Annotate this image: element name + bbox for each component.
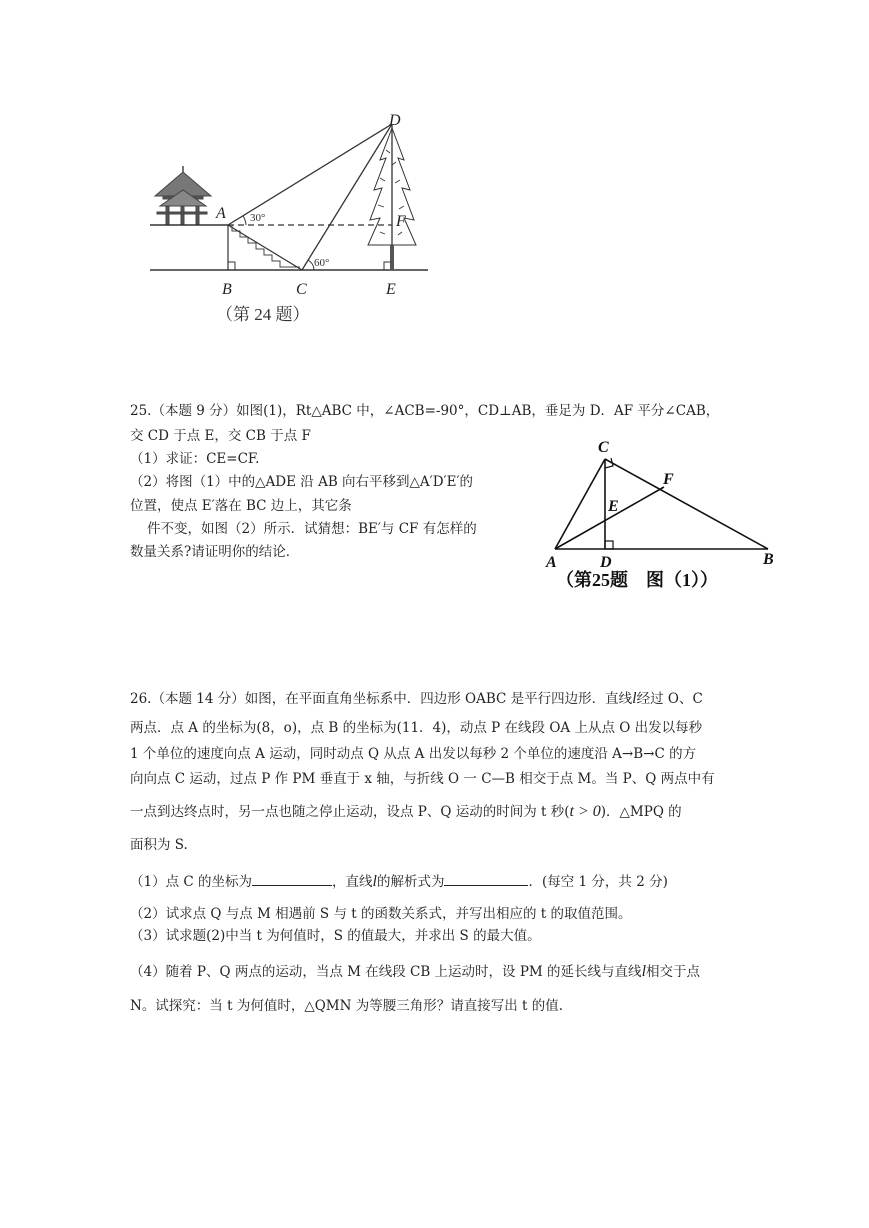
label-a: A (216, 205, 226, 222)
q26-line4: 向向点 C 运动，过点 P 作 PM 垂直于 x 轴，与折线 O 一 C—B 相交于点 M。当 P、Q 两点中有 (130, 771, 715, 787)
q26-sub1-a: （1）点 C 的坐标为 (130, 874, 253, 890)
q25-part1: （1）求证：CE=CF. (130, 451, 260, 467)
line-l-symbol-2: l (372, 873, 377, 890)
figure-24-caption: （第 24 题） (216, 305, 310, 324)
q26-sub4-line2: N。试探究：当 t 为何值时，△QMN 为等腰三角形？请直接写出 t 的值. (130, 998, 563, 1014)
q26-line5-b: )．△MPQ 的 (600, 804, 682, 820)
q26-line1-a: 26.（本题 14 分）如图，在平面直角坐标系中．四边形 OABC 是平行四边形．直线 (130, 691, 633, 707)
q26-line2: 两点．点 A 的坐标为(8，o)，点 B 的坐标为(11．4)，动点 P 在线段 OA 上从点 O 出发以每秒 (130, 720, 703, 736)
q26-line1 (130, 689, 703, 709)
q26-line5 (130, 802, 682, 822)
fig25-label-e: E (608, 498, 619, 515)
label-b: B (222, 281, 232, 298)
line-l-symbol-3: l (641, 963, 647, 980)
q26-sub4-b: 相交于点 (646, 964, 701, 980)
q26-line6: 面积为 S. (130, 837, 188, 853)
q26-sub1-b: ，直线 (332, 874, 373, 890)
q26-sub3: （3）试求题(2)中当 t 为何值时，S 的值最大，并求出 S 的最大值。 (130, 928, 541, 944)
figure-25-caption: （第25题 图（1）） (556, 570, 718, 590)
q26-sub4-a: （4）随着 P、Q 两点的运动，当点 M 在线段 CB 上运动时，设 PM 的延长线与直线 (130, 964, 642, 980)
q26-sub2: （2）试求点 Q 与点 M 相遇前 S 与 t 的函数关系式，并写出相应的 t 的取值范围。 (130, 906, 632, 922)
q26-sub1-d: ．(每空 1 分，共 2 分) (528, 874, 668, 890)
q26-line3: 1 个单位的速度向点 A 运动，同时动点 Q 从点 A 出发以每秒 2 个单位的速度沿 A→B→C 的方 (130, 746, 697, 762)
fig25-label-d: D (600, 554, 612, 571)
q25-part2-line1: （2）将图（1）中的△ADE 沿 AB 向右平移到△A′D′E′的 (130, 474, 474, 490)
fig25-label-f: F (663, 471, 674, 488)
q26-sub1 (130, 871, 668, 892)
label-d: D (389, 112, 401, 129)
q25-part2-line4: 数量关系?请证明你的结论． (130, 544, 300, 560)
figure-24 (130, 108, 450, 338)
pagoda-drawing (155, 166, 211, 224)
fig25-label-b: B (763, 551, 774, 568)
angle-30-label: 30° (250, 212, 266, 224)
answer-blank-l[interactable] (444, 871, 528, 886)
label-c: C (296, 281, 307, 298)
fig25-label-c: C (598, 439, 609, 456)
figure-25 (540, 430, 790, 600)
label-f: F (396, 213, 406, 230)
fig25-label-a: A (546, 554, 557, 571)
q25-part2-line3: 件不变，如图（2）所示．试猜想：BE′与 CF 有怎样的 (147, 521, 477, 537)
q26-sub1-c: 的解析式为 (376, 874, 445, 890)
answer-blank-c[interactable] (252, 871, 332, 886)
q25-line1: 25.（本题 9 分）如图(1)，Rt△ABC 中，∠ACB=-90°，CD⊥AB，垂足为 D．AF 平分∠CAB， (130, 403, 720, 419)
t-condition: t > 0 (569, 803, 601, 820)
q25-part2-line2: 位置，使点 E′落在 BC 边上，其它条 (130, 498, 352, 514)
q26-sub4-line1 (130, 962, 700, 982)
line-l-symbol: l (632, 690, 637, 707)
q26-line5-a: 一点到达终点时，另一点也随之停止运动，设点 P、Q 运动的时间为 t 秒( (130, 804, 570, 820)
q26-line1-b: 经过 O、C (636, 691, 703, 707)
angle-60-label: 60° (314, 257, 330, 269)
q25-line2: 交 CD 于点 E，交 CB 于点 F (130, 428, 311, 444)
label-e: E (386, 281, 396, 298)
